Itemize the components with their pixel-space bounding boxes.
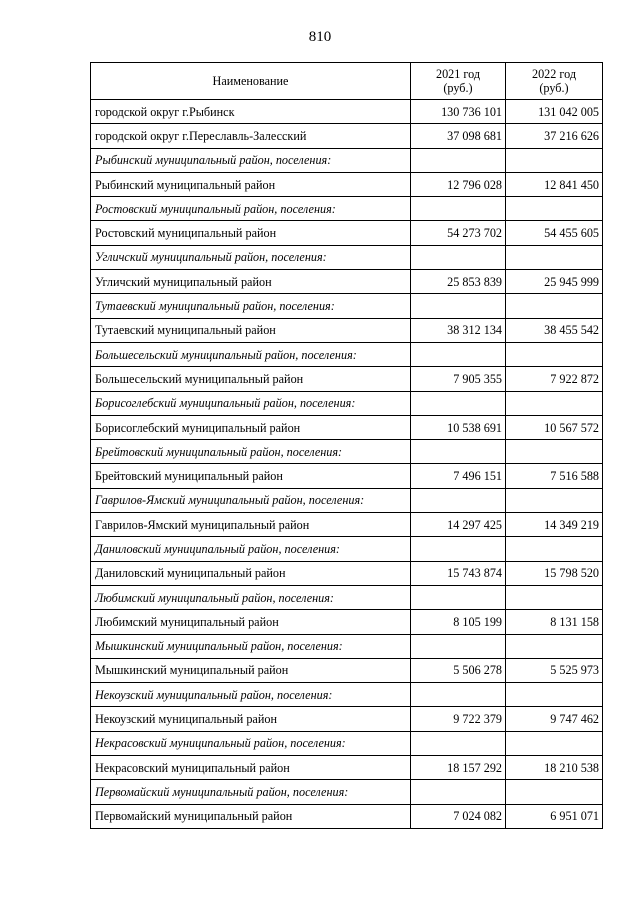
cell-name: Некоузский муниципальный район, поселения: <box>91 683 411 707</box>
table-row <box>91 804 603 828</box>
cell-2022 <box>506 197 603 221</box>
cell-2022: 8 131 158 <box>506 610 603 634</box>
cell-2021 <box>411 148 506 172</box>
district-header-row <box>91 731 603 755</box>
cell-2022: 18 210 538 <box>506 756 603 780</box>
cell-name: Рыбинский муниципальный район, поселения: <box>91 148 411 172</box>
district-header-row <box>91 634 603 658</box>
cell-name: Ростовский муниципальный район <box>91 221 411 245</box>
cell-2021 <box>411 245 506 269</box>
cell-2021: 8 105 199 <box>411 610 506 634</box>
cell-name: Рыбинский муниципальный район <box>91 172 411 196</box>
cell-2021 <box>411 294 506 318</box>
district-header-row <box>91 245 603 269</box>
cell-2022 <box>506 634 603 658</box>
cell-2022 <box>506 585 603 609</box>
cell-2022: 6 951 071 <box>506 804 603 828</box>
cell-2022: 12 841 450 <box>506 172 603 196</box>
table-row <box>91 707 603 731</box>
table-row <box>91 124 603 148</box>
cell-name: Тутаевский муниципальный район, поселения: <box>91 294 411 318</box>
district-header-row <box>91 294 603 318</box>
cell-2021: 18 157 292 <box>411 756 506 780</box>
cell-2022: 7 516 588 <box>506 464 603 488</box>
table-row <box>91 270 603 294</box>
cell-name: Ростовский муниципальный район, поселения: <box>91 197 411 221</box>
cell-2021 <box>411 683 506 707</box>
district-header-row <box>91 488 603 512</box>
cell-2022: 14 349 219 <box>506 513 603 537</box>
cell-2021: 15 743 874 <box>411 561 506 585</box>
cell-2021: 54 273 702 <box>411 221 506 245</box>
district-header-row <box>91 440 603 464</box>
cell-2021: 37 098 681 <box>411 124 506 148</box>
district-header-row <box>91 537 603 561</box>
header-name: Наименование <box>91 63 411 100</box>
table-row <box>91 513 603 537</box>
cell-name: Тутаевский муниципальный район <box>91 318 411 342</box>
cell-2021: 12 796 028 <box>411 172 506 196</box>
cell-2022: 131 042 005 <box>506 100 603 124</box>
cell-2021: 130 736 101 <box>411 100 506 124</box>
cell-2021 <box>411 537 506 561</box>
cell-2022: 10 567 572 <box>506 415 603 439</box>
table-row <box>91 172 603 196</box>
cell-name: Угличский муниципальный район <box>91 270 411 294</box>
cell-2022: 38 455 542 <box>506 318 603 342</box>
district-header-row <box>91 585 603 609</box>
cell-name: Угличский муниципальный район, поселения: <box>91 245 411 269</box>
cell-name: Некоузский муниципальный район <box>91 707 411 731</box>
cell-2022 <box>506 245 603 269</box>
cell-name: Любимский муниципальный район <box>91 610 411 634</box>
cell-name: Любимский муниципальный район, поселения: <box>91 585 411 609</box>
table-row <box>91 415 603 439</box>
header-year-2022 <box>506 63 603 100</box>
header-year-2022-label: 2022 год <box>531 67 577 81</box>
table-row <box>91 610 603 634</box>
cell-2021 <box>411 585 506 609</box>
district-header-row <box>91 780 603 804</box>
cell-2022: 15 798 520 <box>506 561 603 585</box>
cell-2021: 9 722 379 <box>411 707 506 731</box>
table-row <box>91 658 603 682</box>
district-header-row <box>91 197 603 221</box>
cell-name: Большесельский муниципальный район <box>91 367 411 391</box>
cell-2022: 7 922 872 <box>506 367 603 391</box>
table-body <box>91 100 603 829</box>
cell-2021: 25 853 839 <box>411 270 506 294</box>
cell-2021: 5 506 278 <box>411 658 506 682</box>
cell-2021 <box>411 440 506 464</box>
cell-2022 <box>506 440 603 464</box>
cell-name: Первомайский муниципальный район <box>91 804 411 828</box>
cell-name: Гаврилов-Ямский муниципальный район <box>91 513 411 537</box>
cell-2021 <box>411 780 506 804</box>
header-year-2021 <box>411 63 506 100</box>
table-row <box>91 561 603 585</box>
cell-2022 <box>506 780 603 804</box>
header-year-2021-unit: (руб.) <box>443 81 473 95</box>
cell-2022 <box>506 731 603 755</box>
district-header-row <box>91 148 603 172</box>
table-row <box>91 100 603 124</box>
cell-name: Некрасовский муниципальный район, поселения: <box>91 731 411 755</box>
cell-2021 <box>411 197 506 221</box>
cell-name: Первомайский муниципальный район, поселения: <box>91 780 411 804</box>
cell-name: Мышкинский муниципальный район <box>91 658 411 682</box>
cell-2022: 54 455 605 <box>506 221 603 245</box>
table-row <box>91 221 603 245</box>
cell-2021 <box>411 342 506 366</box>
cell-2021: 7 905 355 <box>411 367 506 391</box>
cell-2022: 5 525 973 <box>506 658 603 682</box>
page-number: 810 <box>308 29 332 45</box>
cell-2021 <box>411 488 506 512</box>
cell-name: Брейтовский муниципальный район, поселения: <box>91 440 411 464</box>
cell-2022 <box>506 294 603 318</box>
cell-name: Брейтовский муниципальный район <box>91 464 411 488</box>
cell-2021: 10 538 691 <box>411 415 506 439</box>
cell-2021: 7 496 151 <box>411 464 506 488</box>
cell-name: Борисоглебский муниципальный район <box>91 415 411 439</box>
cell-2022 <box>506 148 603 172</box>
cell-2022: 37 216 626 <box>506 124 603 148</box>
header-year-2022-unit: (руб.) <box>539 81 569 95</box>
budget-table <box>90 62 603 829</box>
cell-2021 <box>411 634 506 658</box>
cell-2021 <box>411 391 506 415</box>
header-year-2021-label: 2021 год <box>435 67 481 81</box>
cell-2022 <box>506 488 603 512</box>
header-row <box>91 63 603 100</box>
cell-name: Даниловский муниципальный район <box>91 561 411 585</box>
cell-name: Борисоглебский муниципальный район, поселения: <box>91 391 411 415</box>
cell-name: Гаврилов-Ямский муниципальный район, поселения: <box>91 488 411 512</box>
table-row <box>91 756 603 780</box>
district-header-row <box>91 342 603 366</box>
district-header-row <box>91 683 603 707</box>
cell-2021: 38 312 134 <box>411 318 506 342</box>
district-header-row <box>91 391 603 415</box>
cell-name: Некрасовский муниципальный район <box>91 756 411 780</box>
cell-name: городской округ г.Переславль-Залесский <box>91 124 411 148</box>
cell-2022 <box>506 391 603 415</box>
table-row <box>91 318 603 342</box>
cell-2021: 14 297 425 <box>411 513 506 537</box>
cell-name: Даниловский муниципальный район, поселения: <box>91 537 411 561</box>
cell-2022 <box>506 537 603 561</box>
cell-2022 <box>506 342 603 366</box>
table-row <box>91 367 603 391</box>
table-row <box>91 464 603 488</box>
table-header <box>91 63 603 100</box>
cell-2021 <box>411 731 506 755</box>
cell-2022: 9 747 462 <box>506 707 603 731</box>
cell-2021: 7 024 082 <box>411 804 506 828</box>
cell-name: Большесельский муниципальный район, поселения: <box>91 342 411 366</box>
cell-name: городской округ г.Рыбинск <box>91 100 411 124</box>
cell-2022: 25 945 999 <box>506 270 603 294</box>
cell-2022 <box>506 683 603 707</box>
cell-name: Мышкинский муниципальный район, поселения: <box>91 634 411 658</box>
